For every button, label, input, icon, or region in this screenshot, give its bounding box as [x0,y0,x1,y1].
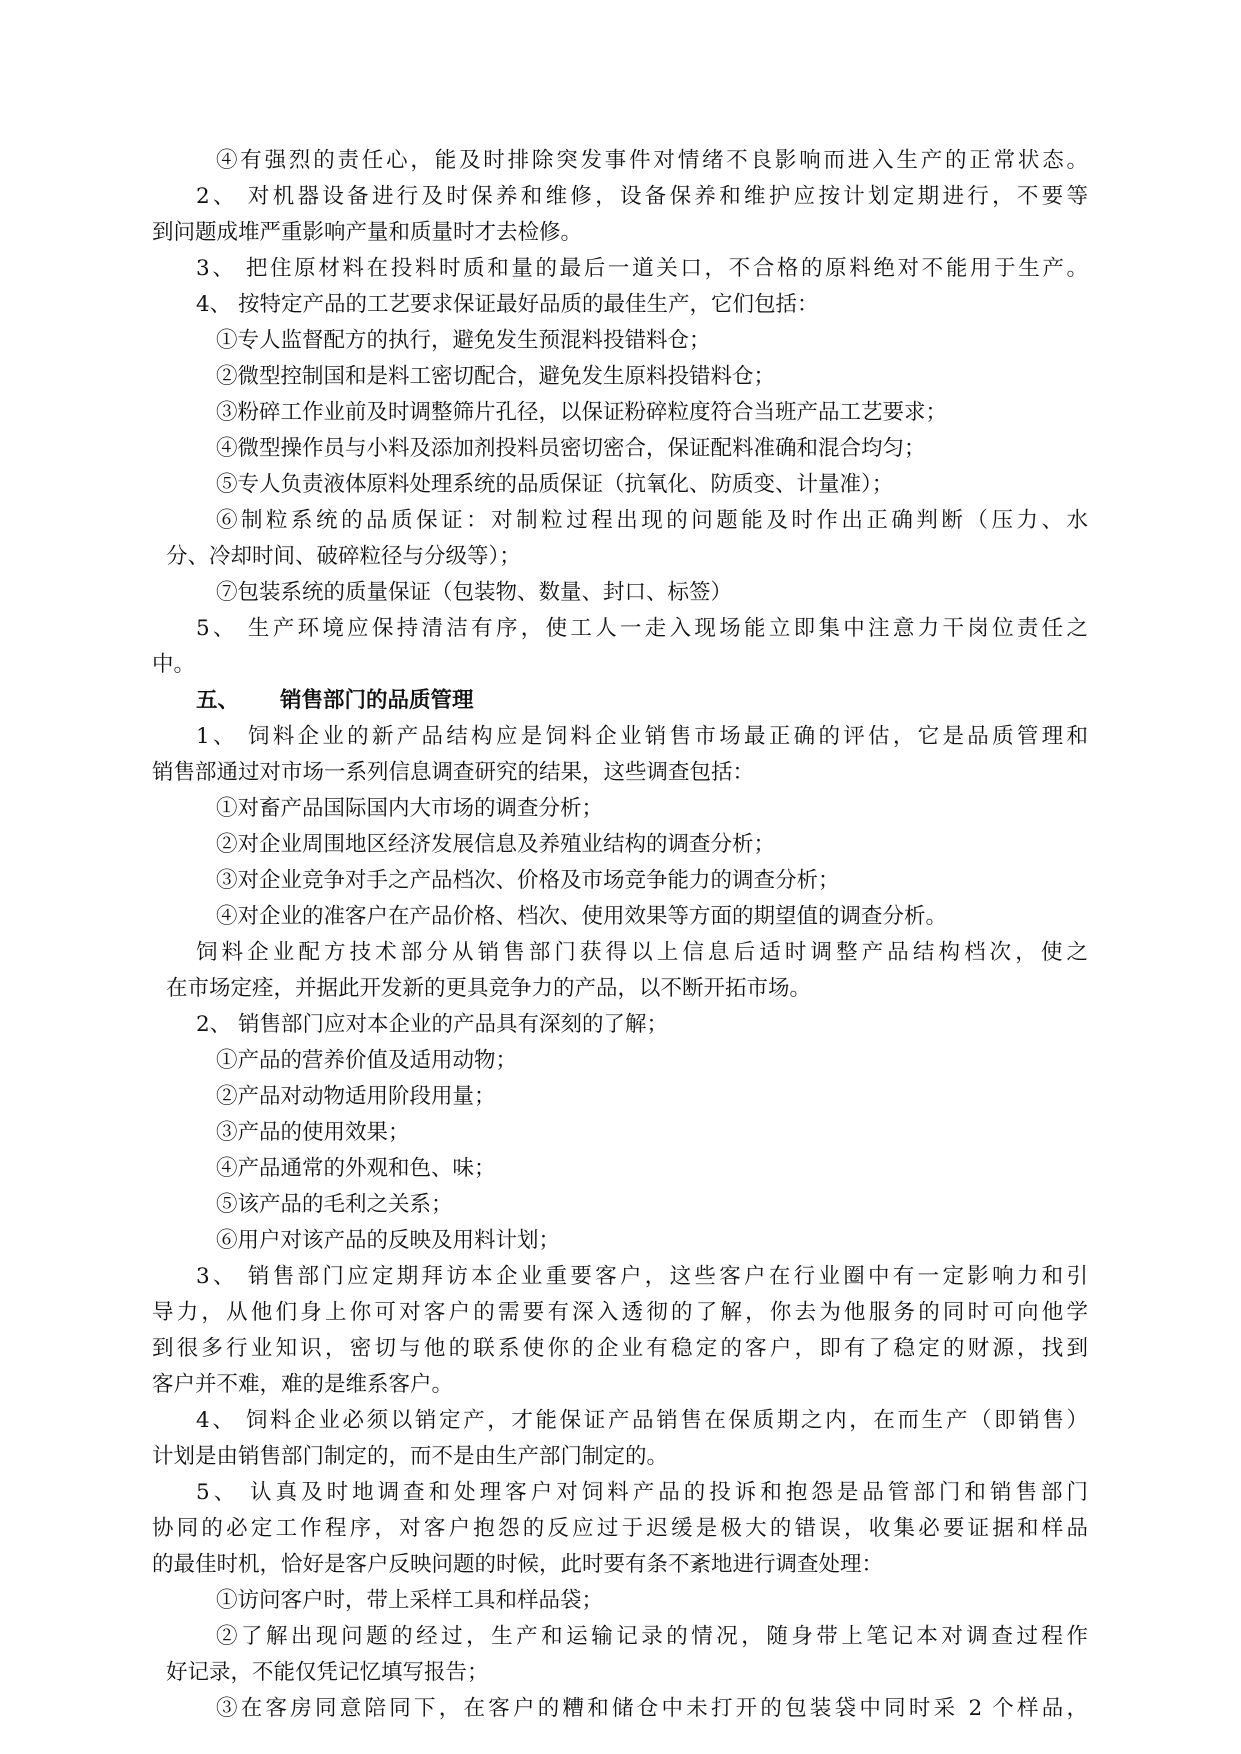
text-line: 的最佳时机，恰好是客户反映问题的时候，此时要有条不紊地进行调查处理： [152,1552,884,1577]
section-title: 销售部门的品质管理 [280,688,474,713]
text-line: 1、 饲料企业的新产品结构应是饲料企业销售市场最正确的评估，它是品质管理和 [196,724,1088,749]
text-line: ③对企业竞争对手之产品档次、价格及市场竞争能力的调查分析； [216,868,840,893]
text-line: ④产品通常的外观和色、味； [216,1156,496,1181]
text-line: 计划是由销售部门制定的，而不是由生产部门制定的。 [152,1444,669,1469]
text-line: 5、 生产环境应保持清洁有序，使工人一走入现场能立即集中注意力干岗位责任之 [196,616,1088,641]
text-line: ⑦包装系统的质量保证（包装物、数量、封口、标签） [216,580,733,605]
text-line: 分、冷却时间、破碎粒径与分级等）； [166,544,521,569]
text-line: 导力，从他们身上你可对客户的需要有深入透彻的了解，你去为他服务的同时可向他学 [152,1300,1088,1325]
text-line: 2、 销售部门应对本企业的产品具有深刻的了解； [196,1012,669,1037]
text-line: 中。 [152,652,196,677]
text-line: ④微型操作员与小料及添加剂投料员密切密合，保证配料准确和混合均匀； [216,436,926,461]
text-line: 5、 认真及时地调查和处理客户对饲料产品的投诉和抱怨是品管部门和销售部门 [196,1480,1088,1505]
text-line: 销售部通过对市场一系列信息调查研究的结果，这些调查包括： [152,760,755,785]
text-line: ②对企业周围地区经济发展信息及养殖业结构的调查分析； [216,832,776,857]
text-line: 好记录，不能仅凭记忆填写报告； [166,1660,489,1685]
text-line: 协同的必定工作程序，对客户抱怨的反应过于迟缓是极大的错误，收集必要证据和样品 [152,1516,1088,1541]
text-line: ②产品对动物适用阶段用量； [216,1084,496,1109]
text-line: 在市场定痊，并据此开发新的更具竞争力的产品，以不断开拓市场。 [166,976,812,1001]
text-line: ⑥用户对该产品的反映及用料计划； [216,1228,561,1253]
section-number: 五、 [196,688,240,713]
text-line: ②了解出现问题的经过，生产和运输记录的情况，随身带上笔记本对调查过程作 [216,1624,1088,1649]
text-line: ①产品的营养价值及适用动物； [216,1048,518,1073]
text-line: 2、 对机器设备进行及时保养和维修，设备保养和维护应按计划定期进行，不要等 [196,184,1088,209]
text-line: ③粉碎工作业前及时调整筛片孔径，以保证粉碎粒度符合当班产品工艺要求； [216,400,948,425]
text-line: ①访问客户时，带上采样工具和样品袋； [216,1588,604,1613]
text-line: 到问题成堆严重影响产量和质量时才去检修。 [152,220,583,245]
text-line: ②微型控制国和是料工密切配合，避免发生原料投错料仓； [216,364,776,389]
text-line: ①对畜产品国际国内大市场的调查分析； [216,796,604,821]
text-line: ③在客房同意陪同下，在客户的糟和储仓中未打开的包装袋中同时采 2 个样品， [216,1696,1088,1721]
text-line: ⑥制粒系统的品质保证：对制粒过程出现的问题能及时作出正确判断（压力、水 [216,508,1088,533]
text-line: 到很多行业知识，密切与他的联系使你的企业有稳定的客户，即有了稳定的财源，找到 [152,1336,1088,1361]
text-line: 4、 饲料企业必须以销定产，才能保证产品销售在保质期之内，在而生产（即销售） [196,1408,1088,1433]
text-line: 3、 销售部门应定期拜访本企业重要客户，这些客户在行业圈中有一定影响力和引 [196,1264,1088,1289]
text-line: ⑤该产品的毛利之关系； [216,1192,453,1217]
text-line: 4、 按特定产品的工艺要求保证最好品质的最佳生产，它们包括： [196,292,819,317]
text-line: ④有强烈的责任心，能及时排除突发事件对情绪不良影响而进入生产的正常状态。 [216,148,1088,173]
text-line: ①专人监督配方的执行，避免发生预混料投错料仓； [216,328,711,353]
text-line: ③产品的使用效果； [216,1120,410,1145]
text-line: 饲料企业配方技术部分从销售部门获得以上信息后适时调整产品结构档次，使之 [196,940,1088,965]
text-line: 3、 把住原材料在投料时质和量的最后一道关口，不合格的原料绝对不能用于生产。 [196,256,1088,281]
text-line: ⑤专人负责液体原料处理系统的品质保证（抗氧化、防质变、计量准）； [216,472,894,497]
text-line: ④对企业的准客户在产品价格、档次、使用效果等方面的期望值的调查分析。 [216,904,948,929]
text-line: 客户并不难，难的是维系客户。 [152,1372,454,1397]
